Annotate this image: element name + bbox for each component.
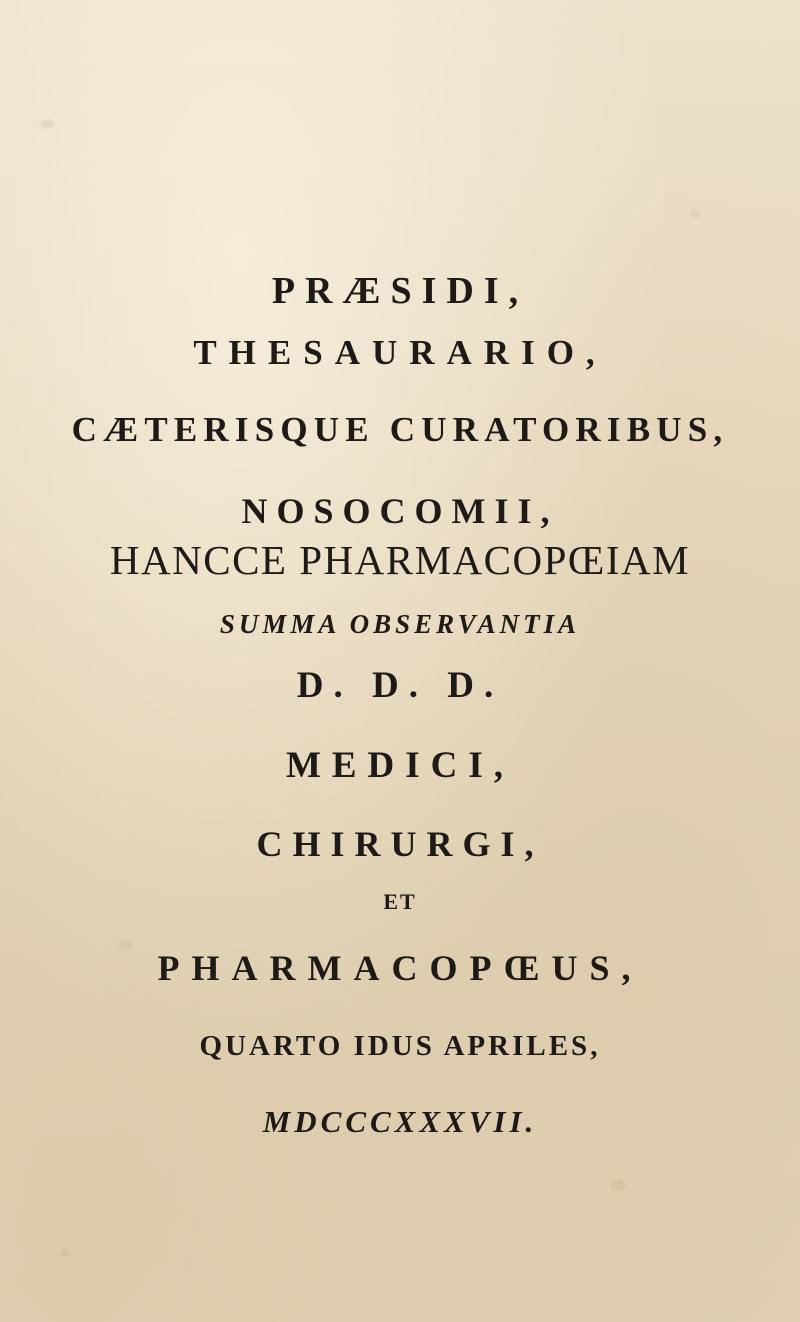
dedication-date: QUARTO IDUS APRILES,: [199, 1030, 601, 1062]
dedication-chirurgi: CHIRURGI,: [256, 824, 544, 864]
dedication-medici: MEDICI,: [285, 745, 515, 786]
dedication-thesaurario: THESAURARIO,: [193, 333, 607, 372]
paper-foxing-spot: [690, 210, 700, 218]
paper-foxing-spot: [610, 1180, 626, 1190]
dedication-ddd: D. D. D.: [296, 665, 504, 706]
paper-foxing-spot: [60, 1250, 70, 1257]
dedication-praesidi: PRÆSIDI,: [271, 270, 529, 312]
dedication-nosocomii: NOSOCOMII,: [241, 491, 559, 531]
dedication-summa-observantia: SUMMA OBSERVANTIA: [219, 609, 581, 639]
dedication-pharmacopoeiam: HANCCE PHARMACOPŒIAM: [109, 537, 691, 583]
dedication-year: MDCCCXXXVII.: [262, 1104, 538, 1139]
dedication-pharmacopoeus: PHARMACOPŒUS,: [157, 948, 643, 988]
paper-foxing-spot: [120, 940, 132, 950]
dedication-curatoribus: CÆTERISQUE CURATORIBUS,: [71, 410, 729, 449]
dedication-et: ET: [383, 889, 417, 914]
paper-foxing-spot: [40, 120, 54, 129]
